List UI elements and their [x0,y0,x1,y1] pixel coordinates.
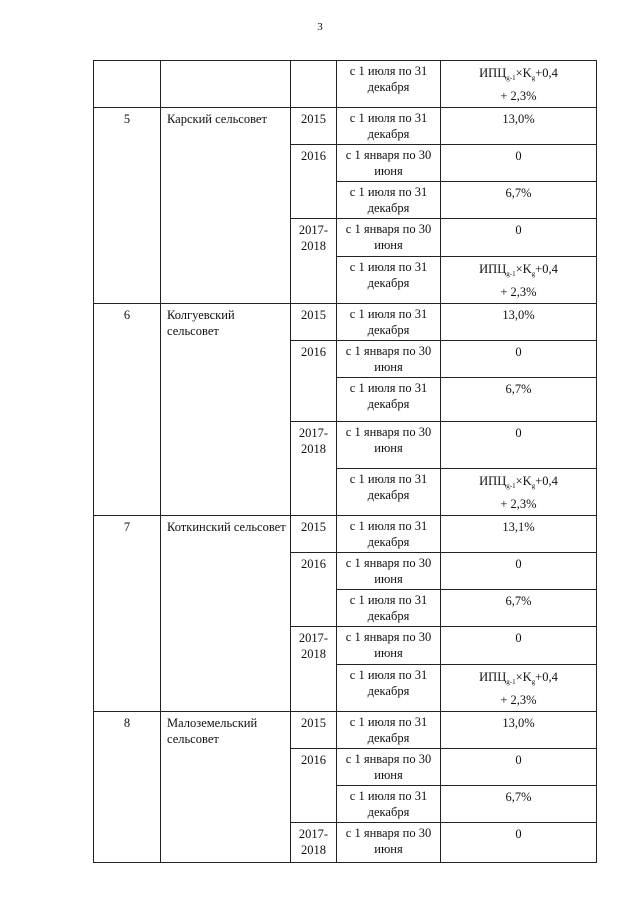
period-cell: с 1 июля по 31 декабря [337,378,441,422]
period-cell: с 1 июля по 31 декабря [337,665,441,712]
value-cell: 0 [441,422,597,469]
year-cell: 2016 [291,553,337,627]
period-cell: с 1 января по 30 июня [337,627,441,665]
formula-ipc: ИПЦ [479,66,507,80]
period-cell: с 1 июля по 31 декабря [337,304,441,341]
row-number: 8 [94,712,161,863]
tariff-table [93,60,597,863]
period-cell: с 1 января по 30 июня [337,219,441,257]
table-row [94,108,597,145]
value-cell: 0 [441,145,597,182]
period-cell: с 1 января по 30 июня [337,823,441,863]
formula-sub-1: g-1 [506,678,516,686]
formula-sub-1: g-1 [506,270,516,278]
settlement-name: Карский сельсовет [161,108,291,304]
formula-line-2: + 2,3% [500,285,537,299]
formula-line-1 [479,670,558,684]
formula-sub-1: g-1 [506,482,516,490]
formula-times: ×K [515,66,532,80]
settlement-name [161,61,291,108]
period-cell: с 1 июля по 31 декабря [337,712,441,749]
value-cell: 0 [441,219,597,257]
year-cell [291,61,337,108]
value-cell [441,469,597,516]
period-cell: с 1 января по 30 июня [337,341,441,378]
value-cell: 13,1% [441,516,597,553]
value-cell: 13,0% [441,108,597,145]
formula-sub-2: g [531,678,536,686]
formula-sub-2: g [531,482,536,490]
formula-tail: +0,4 [535,670,558,684]
year-cell: 2016 [291,145,337,219]
formula-times: ×K [515,474,532,488]
year-cell: 2017-2018 [291,219,337,304]
period-cell: с 1 июля по 31 декабря [337,786,441,823]
formula-sub-2: g [531,74,536,82]
row-number [94,61,161,108]
period-cell: с 1 июля по 31 декабря [337,257,441,304]
formula [479,64,558,105]
formula-line-2: + 2,3% [500,89,537,103]
value-cell: 6,7% [441,786,597,823]
value-cell [441,665,597,712]
formula-line-1 [479,474,558,488]
period-cell: с 1 января по 30 июня [337,422,441,469]
settlement-name: Малоземельский сельсовет [161,712,291,863]
period-cell: с 1 июля по 31 декабря [337,590,441,627]
year-cell: 2017-2018 [291,627,337,712]
formula [479,472,558,513]
period-cell: с 1 июля по 31 декабря [337,182,441,219]
table-row [94,516,597,553]
period-cell: с 1 января по 30 июня [337,145,441,182]
formula-tail: +0,4 [535,262,558,276]
value-cell [441,257,597,304]
period-cell: с 1 июля по 31 декабря [337,469,441,516]
period-cell: с 1 июля по 31 декабря [337,108,441,145]
row-number: 7 [94,516,161,712]
formula-sub-1: g-1 [506,74,516,82]
formula-times: ×K [515,670,532,684]
period-cell: с 1 января по 30 июня [337,553,441,590]
year-cell: 2016 [291,341,337,422]
formula-line-2: + 2,3% [500,693,537,707]
formula [479,668,558,709]
page-number: 3 [317,21,323,33]
formula-times: ×K [515,262,532,276]
table-row [94,61,597,108]
period-cell: с 1 июля по 31 декабря [337,516,441,553]
table-row [94,712,597,749]
settlement-name: Коткинский сельсовет [161,516,291,712]
value-cell [441,61,597,108]
period-cell: с 1 июля по 31 декабря [337,61,441,108]
value-cell: 0 [441,341,597,378]
value-cell: 6,7% [441,378,597,422]
formula-ipc: ИПЦ [479,670,507,684]
year-cell: 2015 [291,108,337,145]
settlement-name: Колгуевский сельсовет [161,304,291,516]
row-number: 6 [94,304,161,516]
value-cell: 13,0% [441,304,597,341]
formula-ipc: ИПЦ [479,474,507,488]
formula-sub-2: g [531,270,536,278]
year-cell: 2016 [291,749,337,823]
year-cell: 2017-2018 [291,823,337,863]
year-cell: 2015 [291,304,337,341]
value-cell: 0 [441,823,597,863]
value-cell: 6,7% [441,590,597,627]
formula-line-1 [479,262,558,276]
value-cell: 0 [441,553,597,590]
formula-line-2: + 2,3% [500,497,537,511]
year-cell: 2015 [291,712,337,749]
row-number: 5 [94,108,161,304]
table-row [94,304,597,341]
formula-tail: +0,4 [535,66,558,80]
value-cell: 0 [441,627,597,665]
formula-tail: +0,4 [535,474,558,488]
year-cell: 2017-2018 [291,422,337,516]
formula-line-1 [479,66,558,80]
value-cell: 6,7% [441,182,597,219]
value-cell: 0 [441,749,597,786]
formula [479,260,558,301]
value-cell: 13,0% [441,712,597,749]
year-cell: 2015 [291,516,337,553]
period-cell: с 1 января по 30 июня [337,749,441,786]
formula-ipc: ИПЦ [479,262,507,276]
